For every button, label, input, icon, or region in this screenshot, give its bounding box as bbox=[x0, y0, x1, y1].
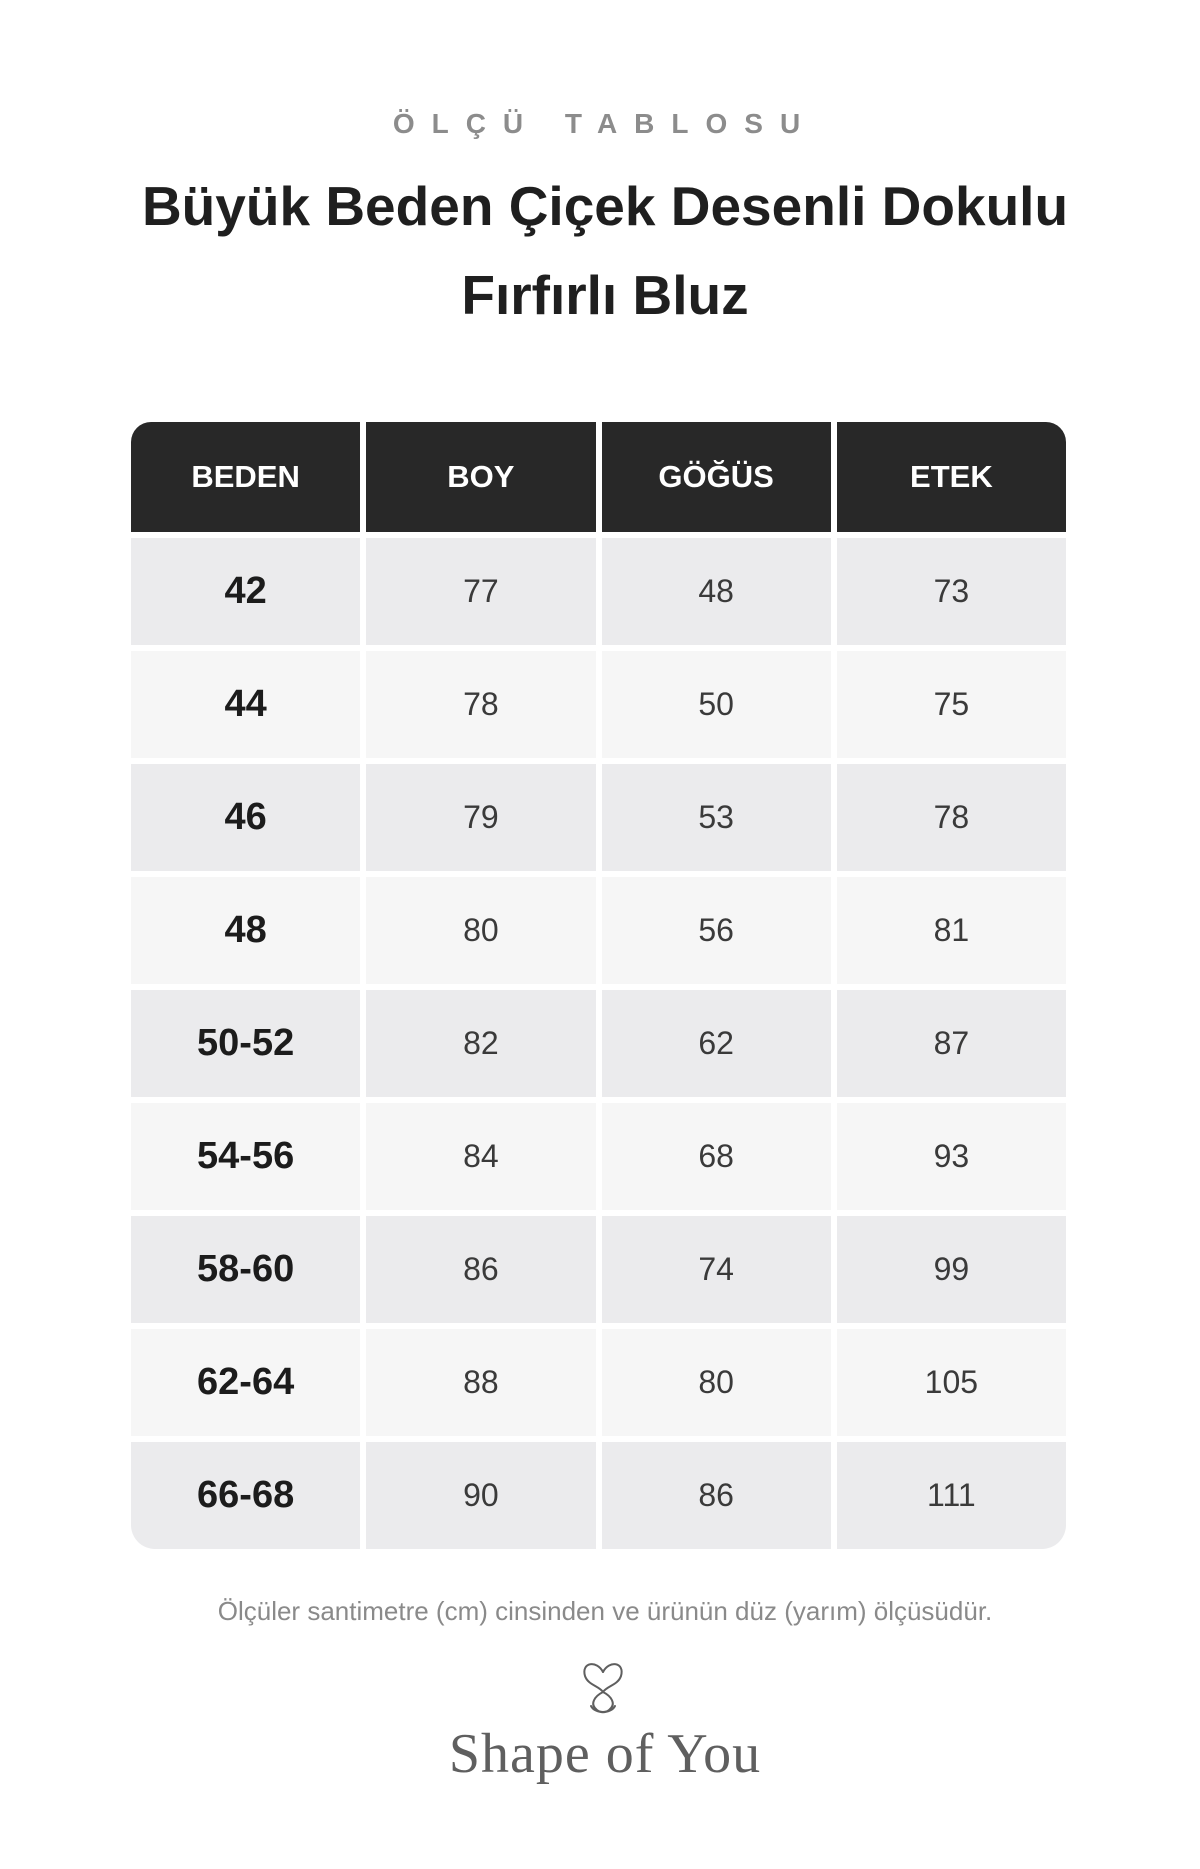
column-header-boy: BOY bbox=[366, 422, 595, 532]
cell-gogus: 50 bbox=[602, 651, 831, 758]
cell-gogus: 68 bbox=[602, 1103, 831, 1210]
cell-boy: 88 bbox=[366, 1329, 595, 1436]
cell-boy: 84 bbox=[366, 1103, 595, 1210]
column-header-beden: BEDEN bbox=[131, 422, 360, 532]
cell-gogus: 53 bbox=[602, 764, 831, 871]
cell-gogus: 48 bbox=[602, 538, 831, 645]
cell-boy: 82 bbox=[366, 990, 595, 1097]
cell-beden: 58-60 bbox=[131, 1216, 360, 1323]
table-header-row bbox=[131, 422, 1066, 532]
size-chart-table bbox=[125, 416, 1072, 1555]
cell-gogus: 86 bbox=[602, 1442, 831, 1549]
cell-etek: 87 bbox=[837, 990, 1066, 1097]
table-row bbox=[131, 1103, 1066, 1210]
table-row bbox=[131, 538, 1066, 645]
cell-etek: 111 bbox=[837, 1442, 1066, 1549]
column-header-gogus: GÖĞÜS bbox=[602, 422, 831, 532]
cell-etek: 78 bbox=[837, 764, 1066, 871]
table-row bbox=[131, 764, 1066, 871]
cell-beden: 42 bbox=[131, 538, 360, 645]
cell-gogus: 62 bbox=[602, 990, 831, 1097]
cell-etek: 105 bbox=[837, 1329, 1066, 1436]
table-row bbox=[131, 1216, 1066, 1323]
column-header-etek: ETEK bbox=[837, 422, 1066, 532]
cell-gogus: 74 bbox=[602, 1216, 831, 1323]
cell-etek: 81 bbox=[837, 877, 1066, 984]
cell-boy: 86 bbox=[366, 1216, 595, 1323]
cell-beden: 46 bbox=[131, 764, 360, 871]
cell-etek: 99 bbox=[837, 1216, 1066, 1323]
cell-boy: 78 bbox=[366, 651, 595, 758]
measurement-note: Ölçüler santimetre (cm) cinsinden ve ürünün düz (yarım) ölçüsüdür. bbox=[217, 1596, 993, 1626]
table-row bbox=[131, 990, 1066, 1097]
cell-beden: 66-68 bbox=[131, 1442, 360, 1549]
cell-boy: 90 bbox=[366, 1442, 595, 1549]
cell-beden: 50-52 bbox=[131, 990, 360, 1097]
cell-gogus: 80 bbox=[602, 1329, 831, 1436]
table-row bbox=[131, 877, 1066, 984]
cell-boy: 79 bbox=[366, 764, 595, 871]
table-row bbox=[131, 651, 1066, 758]
cell-gogus: 56 bbox=[602, 877, 831, 984]
table-row bbox=[131, 1329, 1066, 1436]
cell-beden: 44 bbox=[131, 651, 360, 758]
double-heart-logo-icon bbox=[573, 1656, 633, 1716]
page-title: Büyük Beden Çiçek Desenli Dokulu Fırfırlı Bluz bbox=[141, 175, 1069, 326]
page-eyebrow: ÖLÇÜ TABLOSU bbox=[392, 108, 818, 139]
cell-beden: 62-64 bbox=[131, 1329, 360, 1436]
cell-beden: 54-56 bbox=[131, 1103, 360, 1210]
cell-etek: 93 bbox=[837, 1103, 1066, 1210]
cell-etek: 73 bbox=[837, 538, 1066, 645]
cell-boy: 77 bbox=[366, 538, 595, 645]
cell-boy: 80 bbox=[366, 877, 595, 984]
table-row bbox=[131, 1442, 1066, 1549]
cell-beden: 48 bbox=[131, 877, 360, 984]
cell-etek: 75 bbox=[837, 651, 1066, 758]
brand-logo-text: Shape of You bbox=[448, 1723, 762, 1785]
